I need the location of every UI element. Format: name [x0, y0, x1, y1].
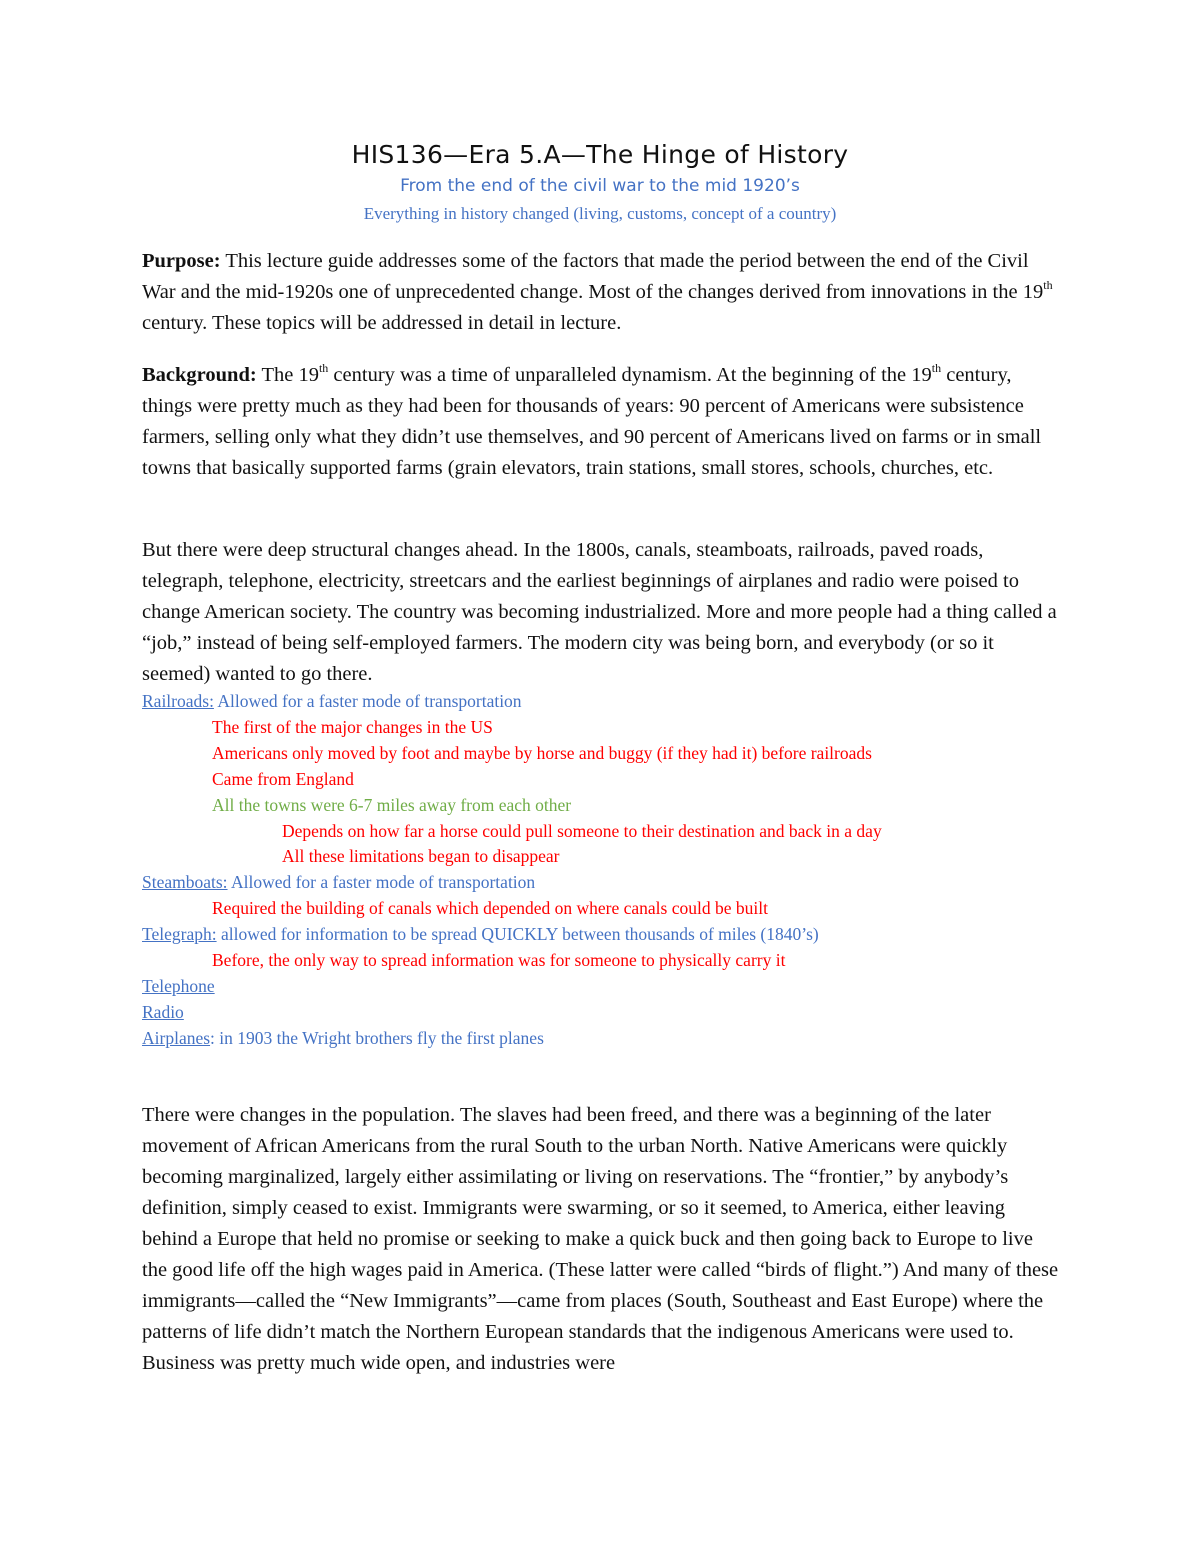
background-text-end: century, things were pretty much as they had been for thousands of years: 90 percent of Americans were subsistence farmers, selling only what they didn’t use themselves, and 90 percent of Americans lived on farms or in small towns that basically supported farms (grain elevators, train stations, small stores, schools, churches, etc.	[142, 364, 1042, 479]
note-label: Radio	[142, 1001, 184, 1022]
note-item: Came from England	[212, 768, 354, 789]
changes-paragraph: But there were deep structural changes ahead. In the 1800s, canals, steamboats, railroads, paved roads, telegraph, telephone, electricity, streetcars and the earliest beginnings of airplanes and radio were poised to change American society. The country was becoming industrialized. More and more people had a thing called a “job,” instead of being self-employed farmers. The modern city was being born, and everybody (or so it seemed) wanted to go there.	[142, 539, 1057, 685]
document-subtitle-note: Everything in history changed (living, customs, concept of a country)	[363, 204, 837, 223]
note-item: Required the building of canals which depended on where canals could be built	[212, 898, 768, 919]
purpose-text-end: century. These topics will be addressed in detail in lecture.	[142, 312, 622, 334]
note-steamboats	[142, 870, 1082, 896]
superscript: th	[931, 361, 942, 375]
background-paragraph	[142, 360, 1062, 484]
note-telephone	[142, 974, 1082, 1000]
note-text: : in 1903 the Wright brothers fly the first planes	[210, 1027, 544, 1048]
note-item: All the towns were 6-7 miles away from each other	[212, 794, 572, 815]
population-paragraph: There were changes in the population. The slaves had been freed, and there was a beginning of the later movement of African Americans from the rural South to the urban North. Native Americans were quickly becoming marginalized, largely either assimilating or living on reservations. The “frontier,” by anybody’s definition, simply ceased to exist. Immigrants were swarming, or so it seemed, to America, either leaving behind a Europe that held no promise or seeking to make a quick buck and then going back to Europe to live the good life off the high wages paid in America. (These latter were called “birds of flight.”) And many of these immigrants—called the “New Immigrants”—came from places (South, Southeast and East Europe) where the patterns of life didn’t match the Northern European standards that the indigenous Americans were used to. Business was pretty much wide open, and industries were	[142, 1104, 1059, 1374]
purpose-paragraph	[142, 246, 1062, 339]
note-item: Americans only moved by foot and maybe by horse and buggy (if they had it) before railroads	[212, 742, 872, 763]
document-subtitle: From the end of the civil war to the mid 1920’s	[400, 176, 800, 196]
background-text: The 19	[256, 364, 319, 386]
purpose-text: This lecture guide addresses some of the factors that made the period between the end of the Civil War and the mid-1920s one of unprecedented change. Most of the changes derived from innovations in the 19	[142, 250, 1044, 303]
purpose-label: Purpose:	[142, 250, 221, 272]
note-label: Airplanes	[142, 1027, 211, 1048]
superscript: th	[1043, 278, 1053, 292]
note-subitem: All these limitations began to disappear	[282, 846, 560, 867]
note-text: allowed for information to be spread QUICKLY between thousands of miles (1840’s)	[216, 924, 819, 945]
note-text: Allowed for a faster mode of transportation	[227, 872, 536, 893]
note-label: Telegraph:	[142, 924, 217, 945]
document-title: HIS136—Era 5.A—The Hinge of History	[351, 140, 849, 169]
lecture-notes	[142, 689, 1082, 1052]
note-radio	[142, 1000, 1082, 1026]
background-label: Background:	[142, 364, 257, 386]
note-item: Before, the only way to spread information was for someone to physically carry it	[212, 950, 786, 971]
note-text: Allowed for a faster mode of transportation	[213, 691, 522, 711]
superscript: th	[318, 361, 329, 375]
note-telegraph	[142, 922, 1082, 948]
note-railroads	[142, 689, 1082, 715]
note-subitem: Depends on how far a horse could pull someone to their destination and back in a day	[282, 820, 882, 841]
note-label: Railroads:	[142, 691, 214, 711]
note-label: Telephone	[142, 975, 215, 996]
note-label: Steamboats:	[142, 872, 228, 893]
background-text-mid: century was a time of unparalleled dynamism. At the beginning of the 19	[328, 364, 932, 386]
note-item: The first of the major changes in the US	[212, 716, 493, 737]
note-airplanes	[142, 1026, 1082, 1052]
